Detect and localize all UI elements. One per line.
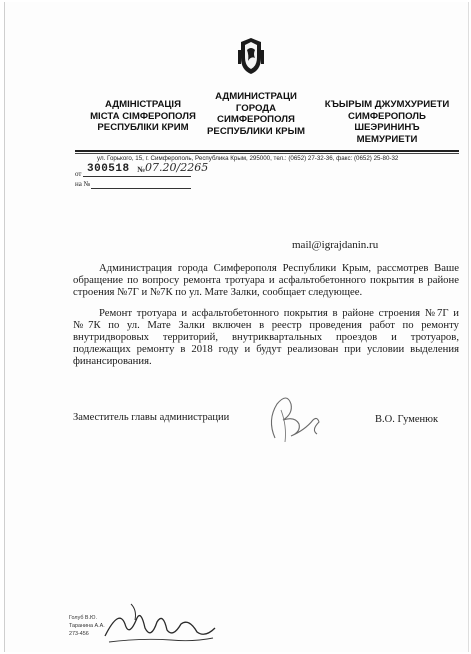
header-divider-thin <box>75 153 459 154</box>
signer-name: В.О. Гуменюк <box>375 414 439 425</box>
letterhead-line: РЕСПУБЛИКИ КРЫМ <box>207 125 305 137</box>
letterhead-russian <box>197 91 315 137</box>
date-label: от <box>75 170 82 178</box>
office-address: ул. Горького, 15, г. Симферополь, Республика Крым, 295000, тел.: (0652) 27-32-36, факс: (0652) 25-80-32 <box>97 155 399 162</box>
handwritten-signature <box>261 390 331 450</box>
executor-name: Голуб В.Ю. <box>69 615 97 621</box>
registration-number: 300518 <box>87 163 130 175</box>
executor-signature <box>101 598 221 648</box>
letterhead-line: ШЕЭРИНИНЪ <box>354 122 420 134</box>
reference-label: на № <box>75 180 91 188</box>
letter-page <box>4 2 469 652</box>
letterhead-line: СИМФЕРОПОЛЯ <box>217 114 295 126</box>
letterhead-line: МІСТА СІМФЕРОПОЛЯ <box>90 110 196 122</box>
signer-position: Заместитель главы администрации <box>73 412 230 423</box>
letterhead-line: СИМФЕРОПОЛЬ <box>348 110 426 122</box>
crimea-coat-of-arms-icon <box>237 36 265 76</box>
letterhead-crimean-tatar <box>319 99 455 145</box>
recipient-email: mail@igrajdanin.ru <box>292 239 379 251</box>
letterhead-line: ГОРОДА <box>235 102 277 114</box>
letterhead-line: КЪЫРЫМ ДЖУМХУРИЕТИ <box>324 99 450 110</box>
registration-line <box>83 176 191 177</box>
number-sign: № <box>137 165 146 174</box>
executor-info <box>69 614 105 638</box>
letterhead-line: АДМИНИСТРАЦИ <box>215 91 297 102</box>
letterhead-line: РЕСПУБЛІКИ КРИМ <box>97 122 189 134</box>
body-paragraph: Администрация города Симферополя Республики Крым, рассмотрев Ваше обращение по вопросу ремонта тротуара и асфальтобетонного покрытия в районе строения №7Г и №7К по ул. Мате Залки, сообщает следующее. <box>73 262 459 299</box>
body-paragraph: Ремонт тротуара и асфальтобетонного покрытия в районе строения №7Г и №7К по ул. Мате Залки включен в реестр проведения работ по ремонту внутридворовых территорий, внутриквартальных проездов и тротуаров, подлежащих ремонту в 2018 году и будут реализован при условии выделения финансирования. <box>73 306 459 368</box>
executor-name: Таранина А.А. <box>69 623 105 629</box>
letterhead-ukrainian <box>79 99 207 134</box>
registration-date: 07.20/2265 <box>145 161 209 174</box>
header-divider <box>75 150 459 152</box>
reference-line <box>91 188 191 189</box>
letter-body <box>73 262 459 376</box>
letterhead-line: АДМІНІСТРАЦІЯ <box>105 99 181 110</box>
letterhead-line: МЕМУРИЕТИ <box>356 133 418 145</box>
executor-phone: 273-456 <box>69 631 89 637</box>
